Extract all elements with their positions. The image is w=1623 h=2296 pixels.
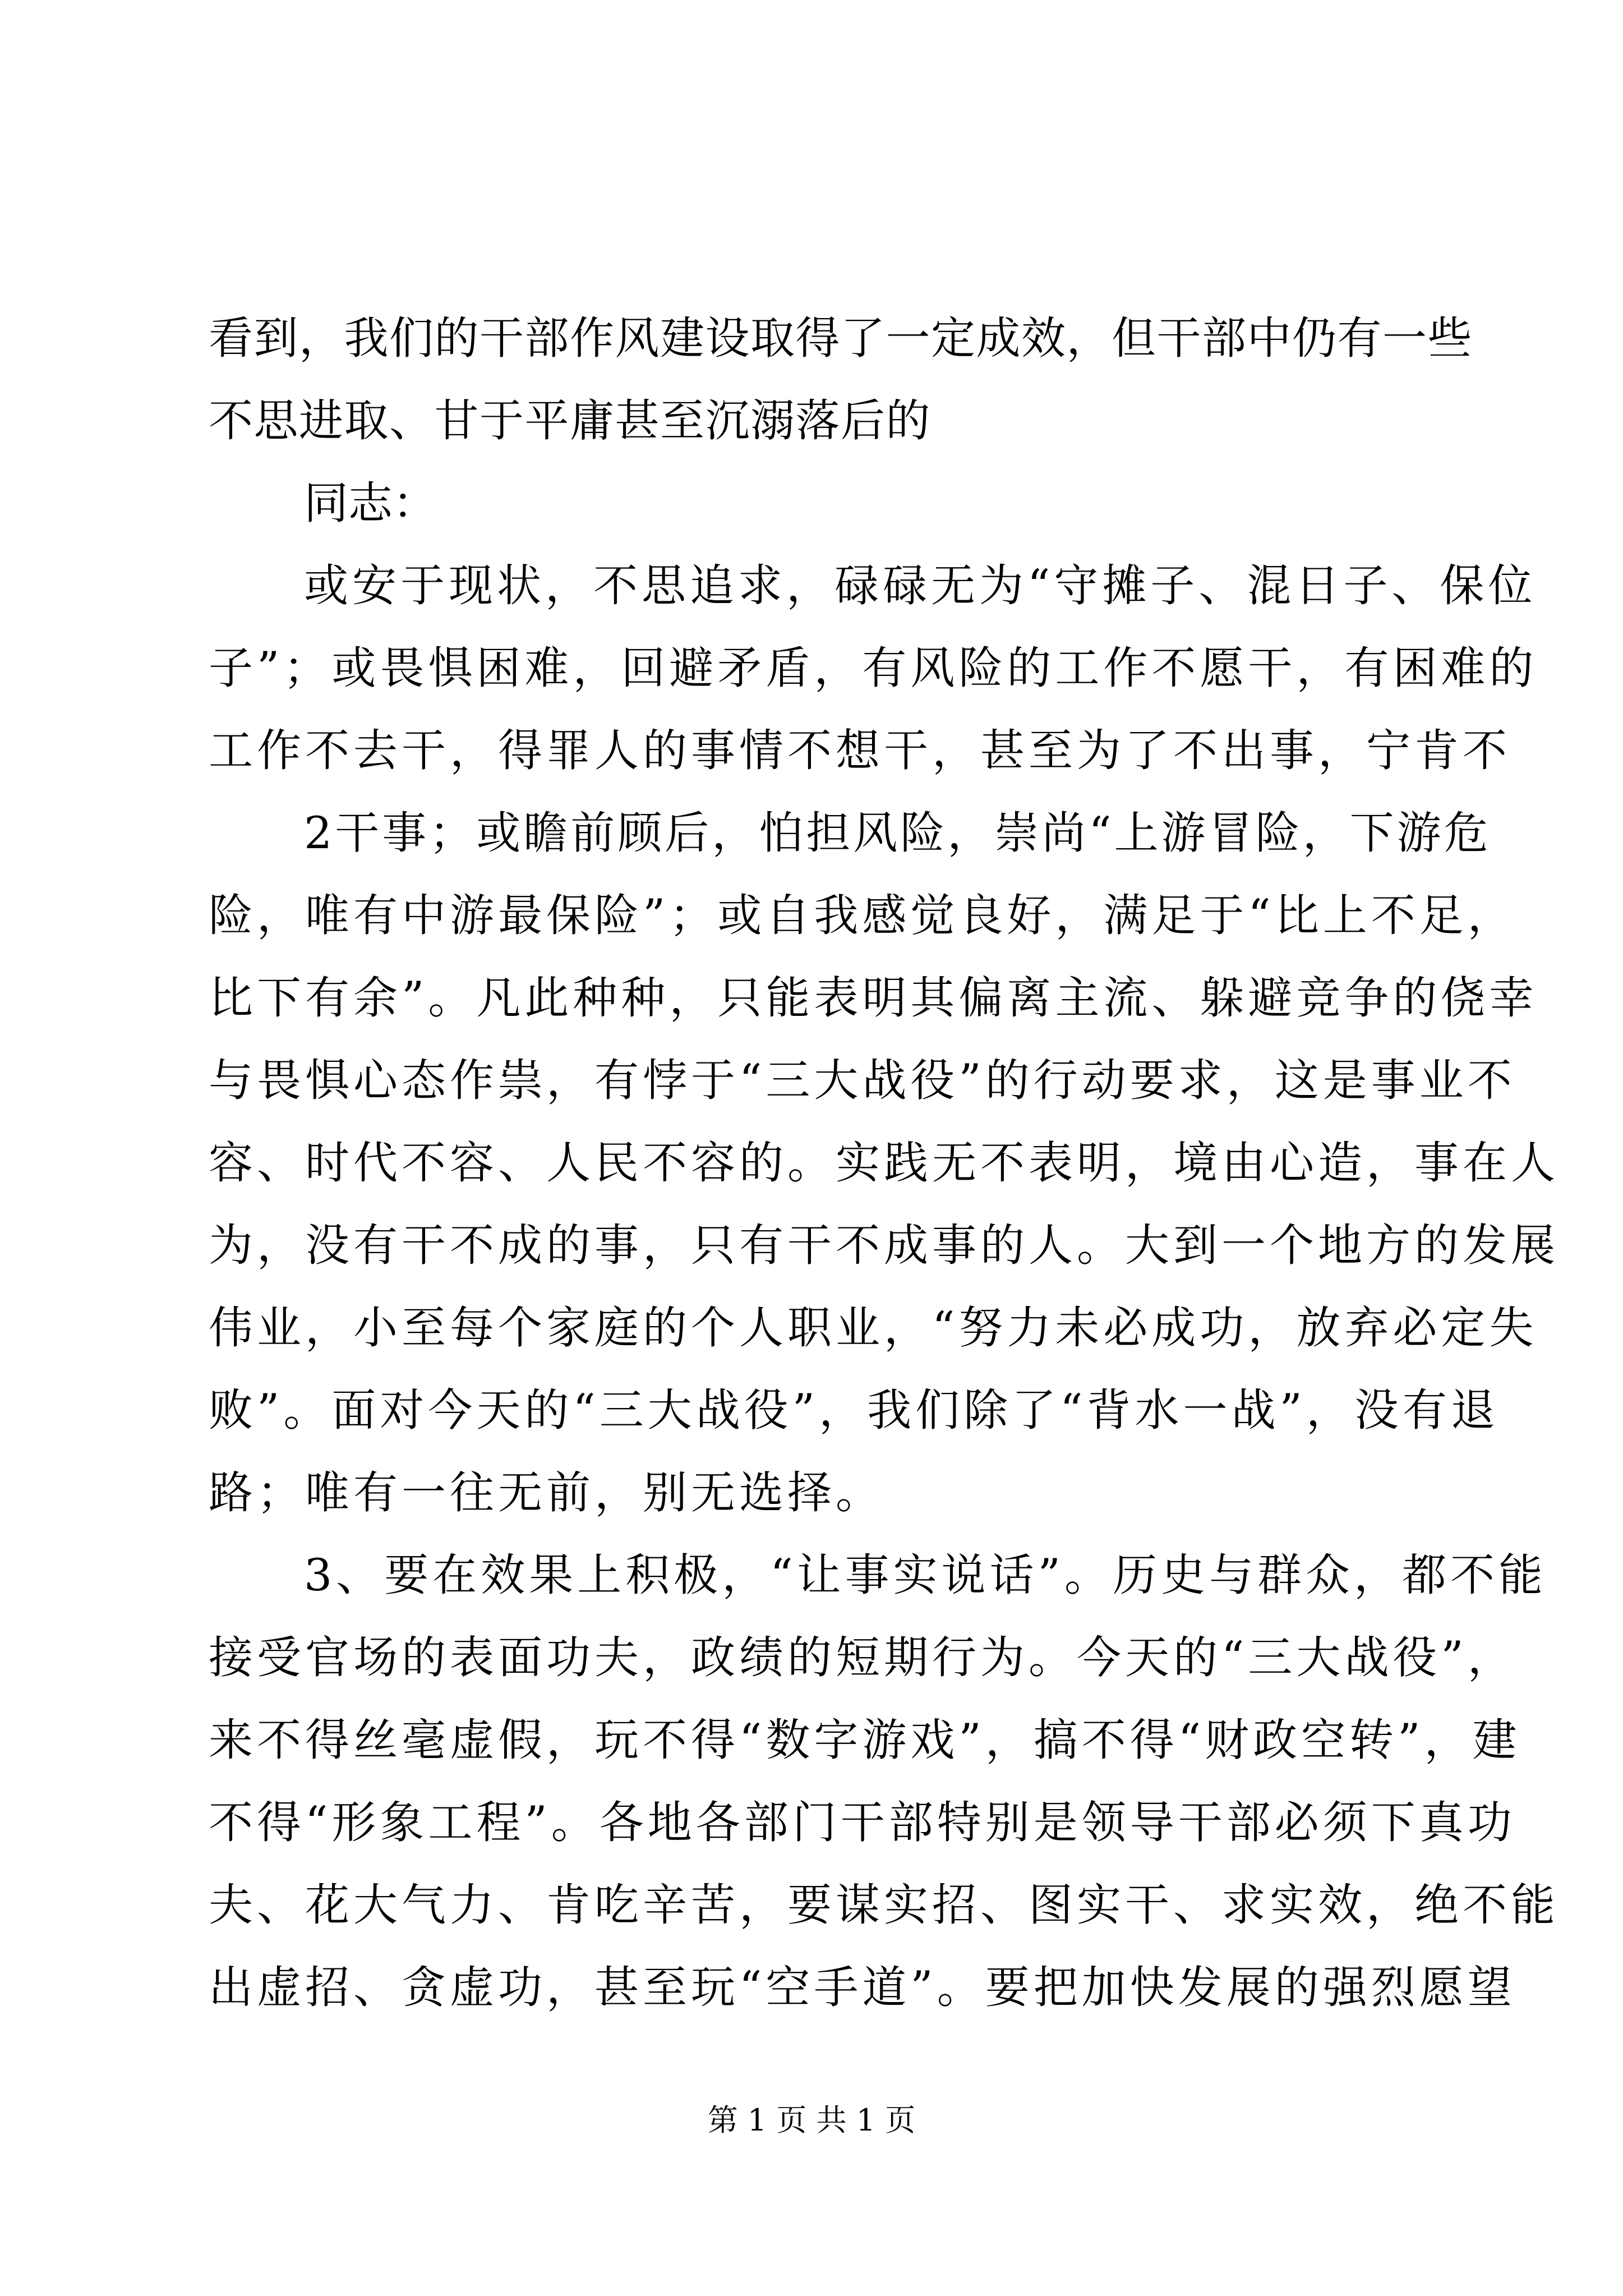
- page-number-label: 第 1 页 共 1 页: [707, 2102, 916, 2138]
- text-line: 子”；或畏惧困难，回避矛盾，有风险的工作不愿干，有困难的: [209, 642, 1538, 694]
- text-line: 出虚招、贪虚功，甚至玩“空手道”。要把加快发展的强烈愿望: [209, 1962, 1516, 2013]
- text-line: 险，唯有中游最保险”；或自我感觉良好，满足于“比上不足，: [209, 890, 1516, 941]
- text-line: 接受官场的表面功夫，政绩的短期行为。今天的“三大战役”，: [209, 1632, 1516, 1683]
- text-line: 不思进取、甘于平庸甚至沉溺落后的: [209, 395, 931, 447]
- text-line: 2干事；或瞻前顾后，怕担风险，崇尚“上游冒险，下游危: [304, 807, 1491, 859]
- text-line: 败”。面对今天的“三大战役”，我们除了“背水一战”，没有退: [209, 1384, 1499, 1436]
- text-line: 为，没有干不成的事，只有干不成事的人。大到一个地方的发展: [209, 1220, 1559, 1271]
- text-line: 或安于现状，不思追求，碌碌无为“守摊子、混日子、保位: [304, 560, 1537, 611]
- document-body: [209, 297, 1559, 2029]
- text-line: 3、要在效果上积极，“让事实说话”。历史与群众，都不能: [304, 1549, 1547, 1601]
- text-line: 不得“形象工程”。各地各部门干部特别是领导干部必须下真功: [209, 1797, 1516, 1848]
- text-line: 比下有余”。凡此种种，只能表明其偏离主流、躲避竞争的侥幸: [209, 972, 1538, 1024]
- page-footer: [0, 2101, 1623, 2140]
- text-line: 伟业，小至每个家庭的个人职业，“努力未必成功，放弃必定失: [209, 1302, 1538, 1354]
- text-line: 工作不去干，得罪人的事情不想干，甚至为了不出事，宁肯不: [209, 725, 1511, 776]
- text-line: 容、时代不容、人民不容的。实践无不表明，境由心造，事在人: [209, 1137, 1559, 1189]
- text-line: 夫、花大气力、肯吃辛苦，要谋实招、图实干、求实效，绝不能: [209, 1879, 1559, 1931]
- text-line: 来不得丝毫虚假，玩不得“数字游戏”，搞不得“财政空转”，建: [209, 1714, 1521, 1766]
- text-line: 与畏惧心态作祟，有悖于“三大战役”的行动要求，这是事业不: [209, 1055, 1516, 1106]
- text-line: 看到，我们的干部作风建设取得了一定成效，但干部中仍有一些: [209, 312, 1473, 364]
- text-line: 路；唯有一往无前，别无选择。: [209, 1467, 884, 1519]
- text-line: 同志：: [304, 477, 437, 529]
